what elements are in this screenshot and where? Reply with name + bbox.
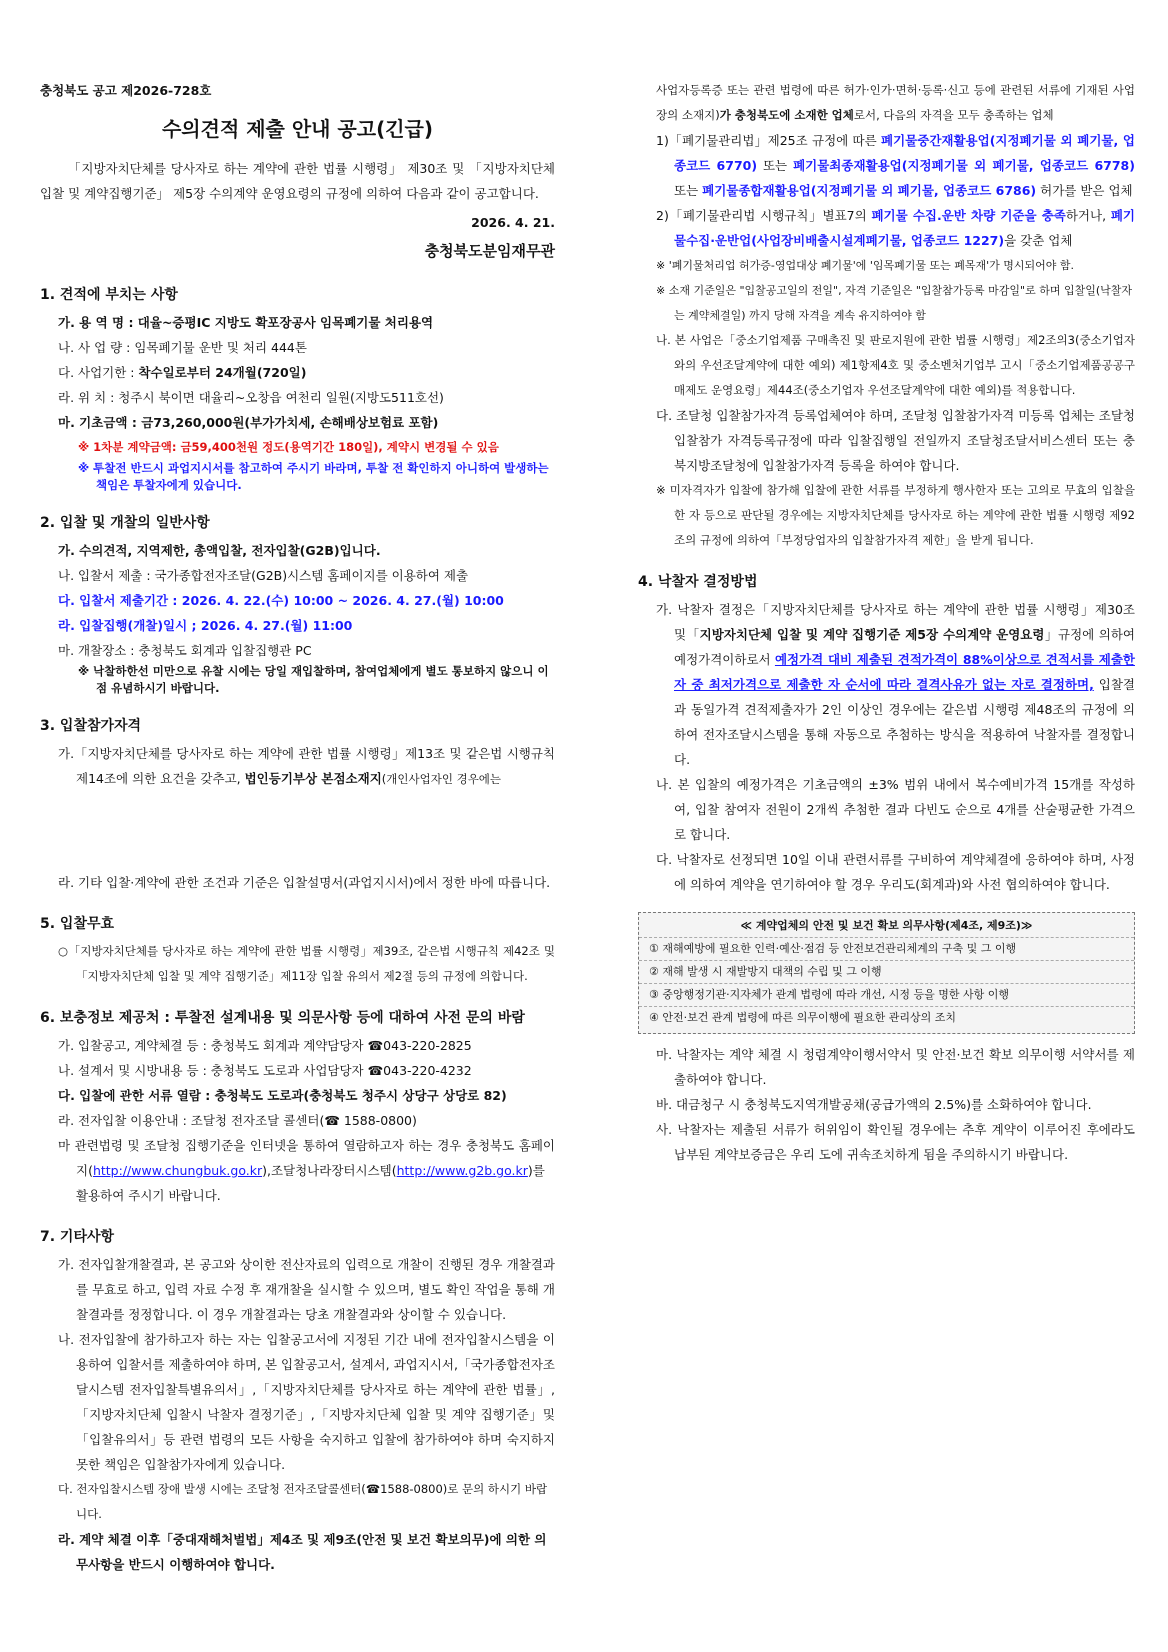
s4-item-ga [638,597,1135,772]
s3-item-ga-b: 법인등기부상 본점소재지 [244,771,382,786]
tail-item-ma: 마. 낙찰자는 계약 체결 시 청렴계약이행서약서 및 안전·보건 확보 의무이행 서약서를 제출하여야 합니다. [656,1047,1135,1087]
s6-item-ma [40,1133,555,1208]
s6-item-ga: 가. 입찰공고, 계약체결 등 : 충청북도 회계과 계약담당자 ☎043-220-2825 [58,1038,472,1053]
item-ra-other: 라. 기타 입찰·계약에 관한 조건과 기준은 입찰설명서(과업지시서)에서 정한 바에 따릅니다. [58,875,551,890]
s3-q1-b: 폐기물중간재활용업(지정폐기물 외 폐기물, 업종코드 6770) [674,133,1135,173]
s3-q1-f: 폐기물종합재활용업(지정폐기물 외 폐기물, 업종코드 6786) [702,183,1037,198]
s4-ga-d: 예정가격 대비 제출된 견적가격이 88%이상으로 견적서를 제출한 자 중 최저가격으로 제출한 자 순서에 따라 결격사유가 없는 자로 결정하며, [674,652,1135,692]
s1-item-da-label: 다. 사업기한 : [58,365,139,380]
s3-q1-g: 허가를 받은 업체 [1036,183,1133,198]
section-4-heading: 4. 낙찰자 결정방법 [638,574,758,590]
s1-item-ra: 라. 위 치 : 청주시 북이면 대율리~오창읍 여천리 일원(지방도511호선) [58,390,444,405]
s7-item-ra: 라. 계약 체결 이후「중대재해처벌법」제4조 및 제9조(안전 및 보건 확보의무)에 의한 의무사항을 반드시 이행하여야 합니다. [58,1532,547,1572]
section-6-heading: 6. 보충정보 제공처 : 투찰전 설계내용 및 의문사항 등에 대하여 사전 문의 바람 [40,1010,525,1026]
s3-item-na: 나. 본 사업은「중소기업제품 구매촉진 및 판로지원에 관한 법률 시행령」제2조의3(중소기업자와의 우선조달계약에 대한 예외) 제1항제4호 및 중소벤처기업부 고시「중소기업제품공공구매제도 운영요령」제44조(중소기업자 우선조달계약에 대한 예외)를 적용합니다. [656,333,1135,397]
s2-item-ra: 라. 입찰집행(개찰)일시 ; 2026. 4. 27.(월) 11:00 [58,618,353,633]
s6-item-ma-b: ),조달청나라장터시스템( [262,1163,397,1178]
s1-item-ma [40,410,555,435]
right-column-top [638,78,1135,897]
safety-box-title: ≪ 계약업체의 안전 및 보건 확보 의무사항(제4조, 제9조)≫ [740,919,1033,932]
issuer: 충청북도분임재무관 [424,242,555,260]
s3-q2-e: 을 갖춘 업체 [1004,233,1073,248]
safety-box-item: ④ 안전·보건 관계 법령에 따른 의무이행에 필요한 관리상의 조치 [639,1006,1134,1029]
s1-note-red: ※ 1차분 계약금액: 금59,400천원 정도(용역기간 180일), 계약시 변경될 수 있음 [78,440,499,454]
safety-box-item: ③ 중앙행정기관·지자체가 관계 법령에 따라 개선, 시정 등을 명한 사항 이행 [639,983,1134,1006]
s2-item-da: 다. 입찰서 제출기간 : 2026. 4. 22.(수) 10:00 ~ 2026. 4. 27.(월) 10:00 [58,593,504,608]
s6-item-ma-a: 마 관련법령 및 조달청 집행기준을 인터넷을 통하여 열람하고자 하는 경우 충청북도 홈페이지( [58,1138,555,1178]
s3-qual-2 [638,203,1135,253]
s4-ga-a: 가. 낙찰자 결정은「지방자치단체를 당사자로 하는 계약에 관한 법률 시행령」제30조 및「 [656,602,1135,642]
s2-item-ma: 마. 개찰장소 : 충청북도 회계과 입찰집행관 PC [58,643,312,658]
s3-note-2: ※ 소재 기준일은 "입찰공고일의 전일", 자격 기준일은 "입찰참가등록 마감일"로 하며 입찰일(낙찰자는 계약체결일) 까지 당해 자격을 계속 유지하여야 함 [656,284,1132,322]
s3-continuation [638,78,1135,128]
safety-box-item: ② 재해 발생 시 재발방지 대책의 수립 및 그 이행 [639,960,1134,983]
left-column-bottom [40,875,555,1577]
s4-item-na: 나. 본 입찰의 예정가격은 기초금액의 ±3% 범위 내에서 복수예비가격 15개를 작성하여, 입찰 참여자 전원이 2개씩 추첨한 결과 다빈도 순으로 4개를 산술평균한 가격으로 합니다. [656,777,1135,842]
s2-note: ※ 낙찰하한선 미만으로 유찰 시에는 당일 재입찰하며, 참여업체에게 별도 통보하지 않으니 이점 유념하시기 바랍니다. [78,664,549,695]
s3-note-3: ※ 미자격자가 입찰에 참가해 입찰에 관한 서류를 부정하게 행사한자 또는 고의로 무효의 입찰을 한 자 등으로 판단될 경우에는 지방자치단체를 당사자로 하는 계약에 관한 법률 시행령 제92조의 규정에 의하여「부정당업자의 입찰참가자격 제한」을 받게 됩니다. [656,483,1135,547]
page-title: 수의견적 제출 안내 공고(긴급) [161,117,433,141]
s1-item-da [40,360,555,385]
s6-item-na: 나. 설계서 및 시방내용 등 : 충청북도 도로과 사업담당자 ☎043-220-4232 [58,1063,472,1078]
left-column-top [40,78,555,792]
tail-item-ba: 바. 대금청구 시 충청북도지역개발공채(공급가액의 2.5%)를 소화하여야 합니다. [656,1097,1092,1112]
s3-q2-c: 하거나, [1065,208,1111,223]
s4-ga-e: 입찰결과 동일가격 견적제출자가 2인 이상인 경우에는 같은법 시행령 제48조의 규정에 의하여 전자조달시스템을 통해 자동으로 추첨하는 방식을 적용하여 낙찰자를 결정합니다. [674,677,1135,767]
s3-q1-d: 폐기물최종재활용업(지정폐기물 외 폐기물, 업종코드 6778) [793,158,1135,173]
doc-number: 충청북도 공고 제2026-728호 [40,83,212,98]
section-1-heading: 1. 견적에 부치는 사항 [40,287,178,303]
section-3-heading: 3. 입찰참가자격 [40,718,142,734]
s3-note-1: ※ '폐기물처리업 허가증-영업대상 폐기물'에 '임목폐기물 또는 폐목재'가 명시되어야 함. [656,259,1075,272]
section-2-heading: 2. 입찰 및 개찰의 일반사항 [40,515,210,531]
s1-item-ma-value: 금73,260,000원(부가가치세, 손해배상보험료 포함) [141,415,439,430]
safety-box-item: ① 재해예방에 필요한 인력·예산·점검 등 안전보건관리체계의 구축 및 그 이행 [639,937,1134,960]
s3-q1-e: 또는 [674,183,703,198]
section-7-heading: 7. 기타사항 [40,1229,115,1245]
s3-item-ga [40,741,555,792]
intro-text: 「지방자치단체를 당사자로 하는 계약에 관한 법률 시행령」 제30조 및 「지방자치단체 입찰 및 계약집행기준」 제5장 수의계약 운영요령의 규정에 의하여 다음과 같이 공고합니다. [40,161,555,201]
safety-duty-box [638,912,1135,1034]
chungbuk-link[interactable]: http://www.chungbuk.go.kr [92,1163,263,1178]
s1-item-ga: 가. 용 역 명 : 대율~증평IC 지방도 확포장공사 임목폐기물 처리용역 [58,315,434,330]
s3-item-ga-a: 가.「지방자치단체를 당사자로 하는 계약에 관한 법률 시행령」제13조 및 같은법 시행규칙 제14조에 의한 요건을 갖추고, [58,746,555,786]
notice-date: 2026. 4. 21. [471,215,555,230]
s7-item-na: 나. 전자입찰에 참가하고자 하는 자는 입찰공고서에 지정된 기간 내에 전자입찰시스템을 이용하여 입찰서를 제출하여야 하며, 본 입찰공고서, 설계서, 과업지시서,「국가종합전자조달시스템 전자입찰특별유의서」,「지방자치단체를 당사자로 하는 계약에 관한 법률」,「지방자치단체 입찰시 낙찰자 결정기준」,「지방자치단체 입찰 및 계약 집행기준」및「입찰유의서」등 관련 법령의 모든 사항을 숙지하고 입찰에 참가하여야 하며 숙지하지 못한 책임은 입찰참가자에게 있습니다. [58,1332,555,1472]
s3-qual-1 [638,128,1135,203]
s1-note-blue: ※ 투찰전 반드시 과업지시서를 참고하여 주시기 바라며, 투찰 전 확인하지 아니하여 발생하는 책임은 투찰자에게 있습니다. [78,461,549,492]
s4-ga-b: 지방자치단체 입찰 및 계약 집행기준 제5장 수의계약 운영요령 [699,627,1045,642]
s1-item-ma-label: 마. 기초금액 : [58,415,142,430]
s2-item-ga: 가. 수의견적, 지역제한, 총액입찰, 전자입찰(G2B)입니다. [58,543,381,558]
tail-item-sa: 사. 낙찰자는 제출된 서류가 허위임이 확인될 경우에는 추후 계약이 이루어진 후에라도 납부된 계약보증금은 우리 도에 귀속조치하게 됨을 주의하시기 바랍니다. [656,1122,1135,1162]
section-5-heading: 5. 입찰무효 [40,916,115,932]
s1-item-na: 나. 사 업 량 : 임목폐기물 운반 및 처리 444톤 [58,340,307,355]
s6-item-ma-c: )를 활용하여 주시기 바랍니다. [76,1163,545,1203]
s6-item-da: 다. 입찰에 관한 서류 열람 : 충청북도 도로과(충청북도 청주시 상당구 상당로 82) [58,1088,507,1103]
s3-q2-d: 폐기물수집·운반업(사업장비배출시설계폐기물, 업종코드 1227) [674,208,1135,248]
s5-text: ○「지방자치단체를 당사자로 하는 계약에 관한 법률 시행령」제39조, 같은법 시행규칙 제42조 및「지방자치단체 입찰 및 계약 집행기준」제11장 입찰 유의서 제2절 등의 규정에 의합니다. [58,944,555,983]
s3-q1-a: 1)「폐기물관리법」제25조 규정에 따른 [656,133,882,148]
s3-item-da: 다. 조달청 입찰참가자격 등록업체여야 하며, 조달청 입찰참가자격 미등록 업체는 조달청입찰참가 자격등록규정에 따라 입찰집행일 전일까지 조달청조달서비스센터 또는 충북지방조달청에 입찰참가자격 등록을 하여야 합니다. [656,408,1135,473]
s7-item-da: 다. 전자입찰시스템 장애 발생 시에는 조달청 전자조달콜센터(☎1588-0800)로 문의 하시기 바랍니다. [58,1482,548,1521]
s6-item-ra: 라. 전자입찰 이용안내 : 조달청 전자조달 콜센터(☎ 1588-0800) [58,1113,417,1128]
s4-item-da: 다. 낙찰자로 선정되면 10일 이내 관련서류를 구비하여 계약체결에 응하여야 하며, 사정에 의하여 계약을 연기하여야 할 경우 우리도(회계과)와 사전 협의하여야 합니다. [656,852,1135,892]
s3-item-ga-c: (개인사업자인 경우에는 [381,772,502,786]
s3-q1-c: 또는 [757,158,794,173]
s1-item-da-value: 착수일로부터 24개월(720일) [138,365,307,380]
s7-item-ga: 가. 전자입찰개찰결과, 본 공고와 상이한 전산자료의 입력으로 개찰이 진행된 경우 개찰결과를 무효로 하고, 입력 자료 수정 후 재개찰을 실시할 수 있으며, 별도 확인 작업을 통해 개찰결과를 정정합니다. 이 경우 개찰결과는 당초 개찰결과와 상이할 수 있습니다. [58,1257,555,1322]
s2-item-na: 나. 입찰서 제출 : 국가종합전자조달(G2B)시스템 홈페이지를 이용하여 제출 [58,568,469,583]
s3-cont-b: 가 충청북도에 소재한 업체 [719,108,854,122]
s3-cont-c: 로서, 다음의 자격을 모두 충족하는 업체 [853,108,1054,122]
s4-ga-c: 」규정에 의하여 예정가격이하로서 [674,627,1135,667]
g2b-link[interactable]: http://www.g2b.go.kr [396,1163,528,1178]
right-column-bottom [638,912,1135,1167]
s3-q2-b: 폐기물 수집.운반 차량 기준을 충족 [871,208,1066,223]
s3-q2-a: 2)「폐기물관리법 시행규칙」별표7의 [656,208,872,223]
s3-cont-a: 사업자등록증 또는 관련 법령에 따른 허가·인가·면허·등록·신고 등에 관련된 서류에 기재된 사업장의 소재지) [656,83,1135,122]
